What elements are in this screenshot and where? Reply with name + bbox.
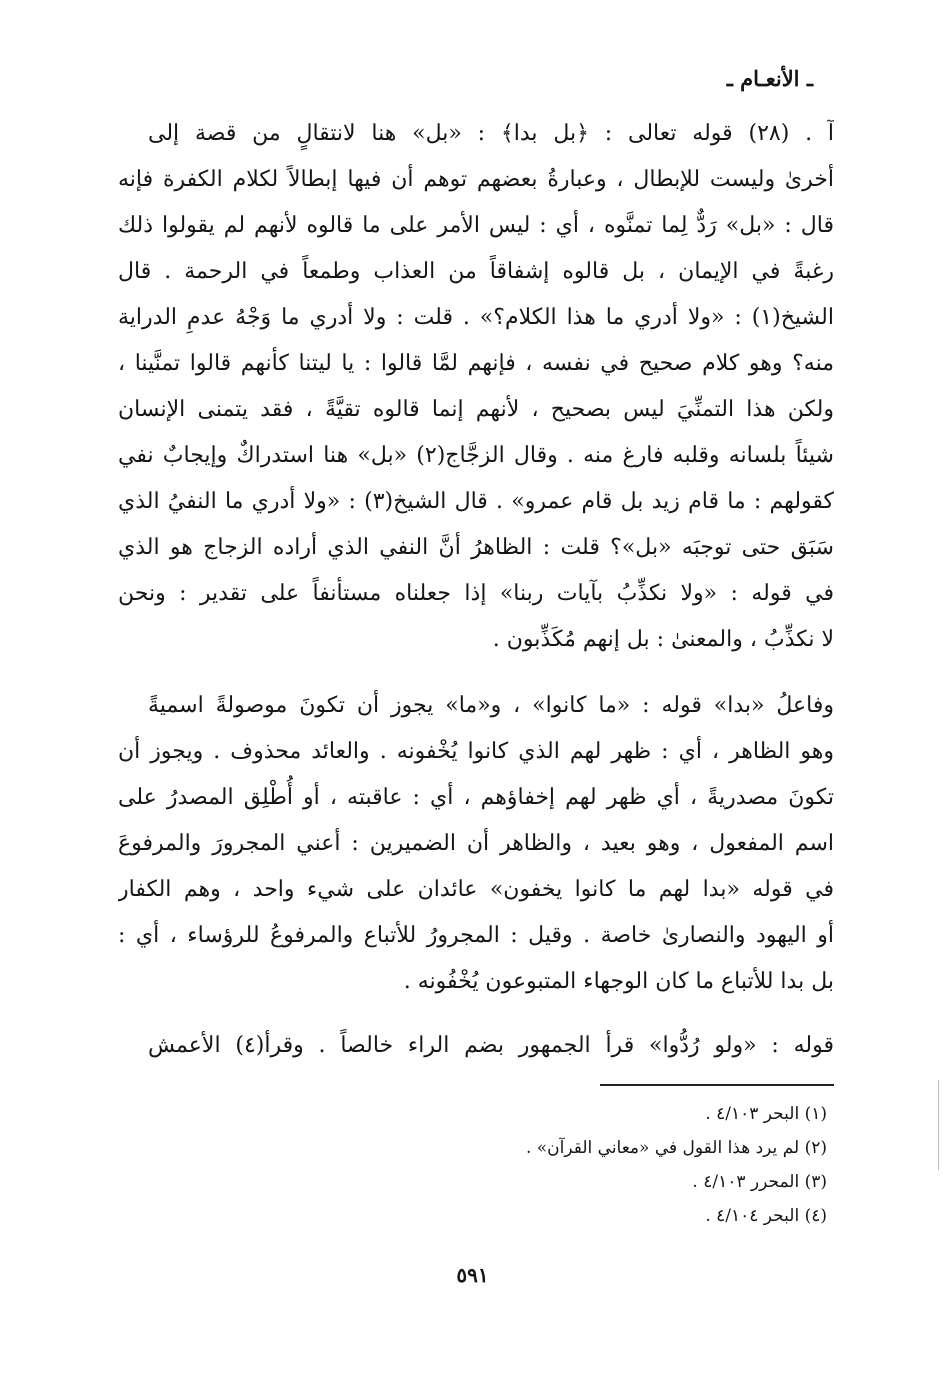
page-number: ٥٩١ xyxy=(456,1263,489,1287)
footnote-3: (٣) المحرر ٤/١٠٣ . xyxy=(692,1172,827,1192)
text-line: وهو الظاهر ، أي : ظهر لهم الذي كانوا يُخْفونه . والعائد محذوف . ويجوز أن xyxy=(118,739,834,764)
footnote-2: (٢) لم يرد هذا القول في «معاني القرآن» . xyxy=(525,1138,827,1158)
text-line: ولكن هذا التمنِّيَ ليس بصحيح ، لأنهم إنما قالوه تقيَّةً ، فقد يتمنى الإنسان xyxy=(118,397,834,422)
text-line: تكونَ مصدريةً ، أي ظهر لهم إخفاؤهم ، أي : عاقبته ، أو أُطْلِق المصدرُ على xyxy=(118,785,834,810)
footnote-separator xyxy=(600,1084,834,1086)
text-line: بل بدا للأتباع ما كان الوجهاء المتبوعون يُخْفُونه . xyxy=(403,969,834,994)
text-line: قوله : «ولو رُدُّوا» قرأ الجمهور بضم الراء خالصاً . وقرأ(٤) الأعمش xyxy=(148,1033,834,1058)
text-line: اسم المفعول ، وهو بعيد ، والظاهر أن الضميرين : أعني المجرورَ والمرفوعَ xyxy=(118,831,834,856)
text-line: سَبَق حتى توجبَه «بل»؟ قلت : الظاهرُ أنَّ النفي الذي أراده الزجاج هو الذي xyxy=(118,535,834,560)
text-line: في قوله : «ولا نكذِّبُ بآيات ربنا» إذا جعلناه مستأنفاً على تقدير : ونحن xyxy=(118,581,834,606)
text-line: في قوله «بدا لهم ما كانوا يخفون» عائدان على شيء واحد ، وهم الكفار xyxy=(118,877,834,902)
text-line: أو اليهود والنصارىٰ خاصة . وقيل : المجرورُ للأتباع والمرفوعُ للرؤساء ، أي : xyxy=(118,923,834,948)
text-line: أخرىٰ وليست للإبطال ، وعبارةُ بعضهم توهم أن فيها إبطالاً لكلام الكفرة فإنه xyxy=(118,167,834,192)
text-line: لا نكذِّبُ ، والمعنىٰ : بل إنهم مُكَذِّبون . xyxy=(492,627,834,652)
text-line: منه؟ وهو كلام صحيح في نفسه ، فإنهم لمَّا قالوا : يا ليتنا كأنهم قالوا تمنَّينا ، xyxy=(118,351,834,376)
text-line: قال : «بل» رَدٌّ لِما تمنَّوه ، أي : ليس الأمر على ما قالوه لأنهم لم يقولوا ذلك xyxy=(118,213,834,238)
text-line: الشيخ(١) : «ولا أدري ما هذا الكلام؟» . قلت : ولا أدري ما وَجْهُ عدمِ الدراية xyxy=(118,305,834,330)
running-header: ـ الأنعـام ـ xyxy=(726,66,813,91)
footnote-4: (٤) البحر ٤/١٠٤ . xyxy=(705,1206,827,1226)
text-line: رغبةً في الإيمان ، بل قالوه إشفاقاً من العذاب وطمعاً في الرحمة . قال xyxy=(118,259,834,284)
scan-edge-mark xyxy=(938,1080,939,1170)
text-line: شيئاً بلسانه وقلبه فارغ منه . وقال الزجَّاج(٢) «بل» هنا استدراكٌ وإيجابٌ نفي xyxy=(118,443,834,468)
text-line: آ . (٢٨) قوله تعالى : ﴿بل بدا﴾ : «بل» هنا لانتقالٍ من قصة إلى xyxy=(148,121,834,146)
text-line: كقولهم : ما قام زيد بل قام عمرو» . قال الشيخ(٣) : «ولا أدري ما النفيُ الذي xyxy=(118,489,834,514)
text-line: وفاعلُ «بدا» قوله : «ما كانوا» ، و«ما» يجوز أن تكونَ موصولةً اسميةً xyxy=(148,693,834,718)
footnote-1: (١) البحر ٤/١٠٣ . xyxy=(705,1104,827,1124)
